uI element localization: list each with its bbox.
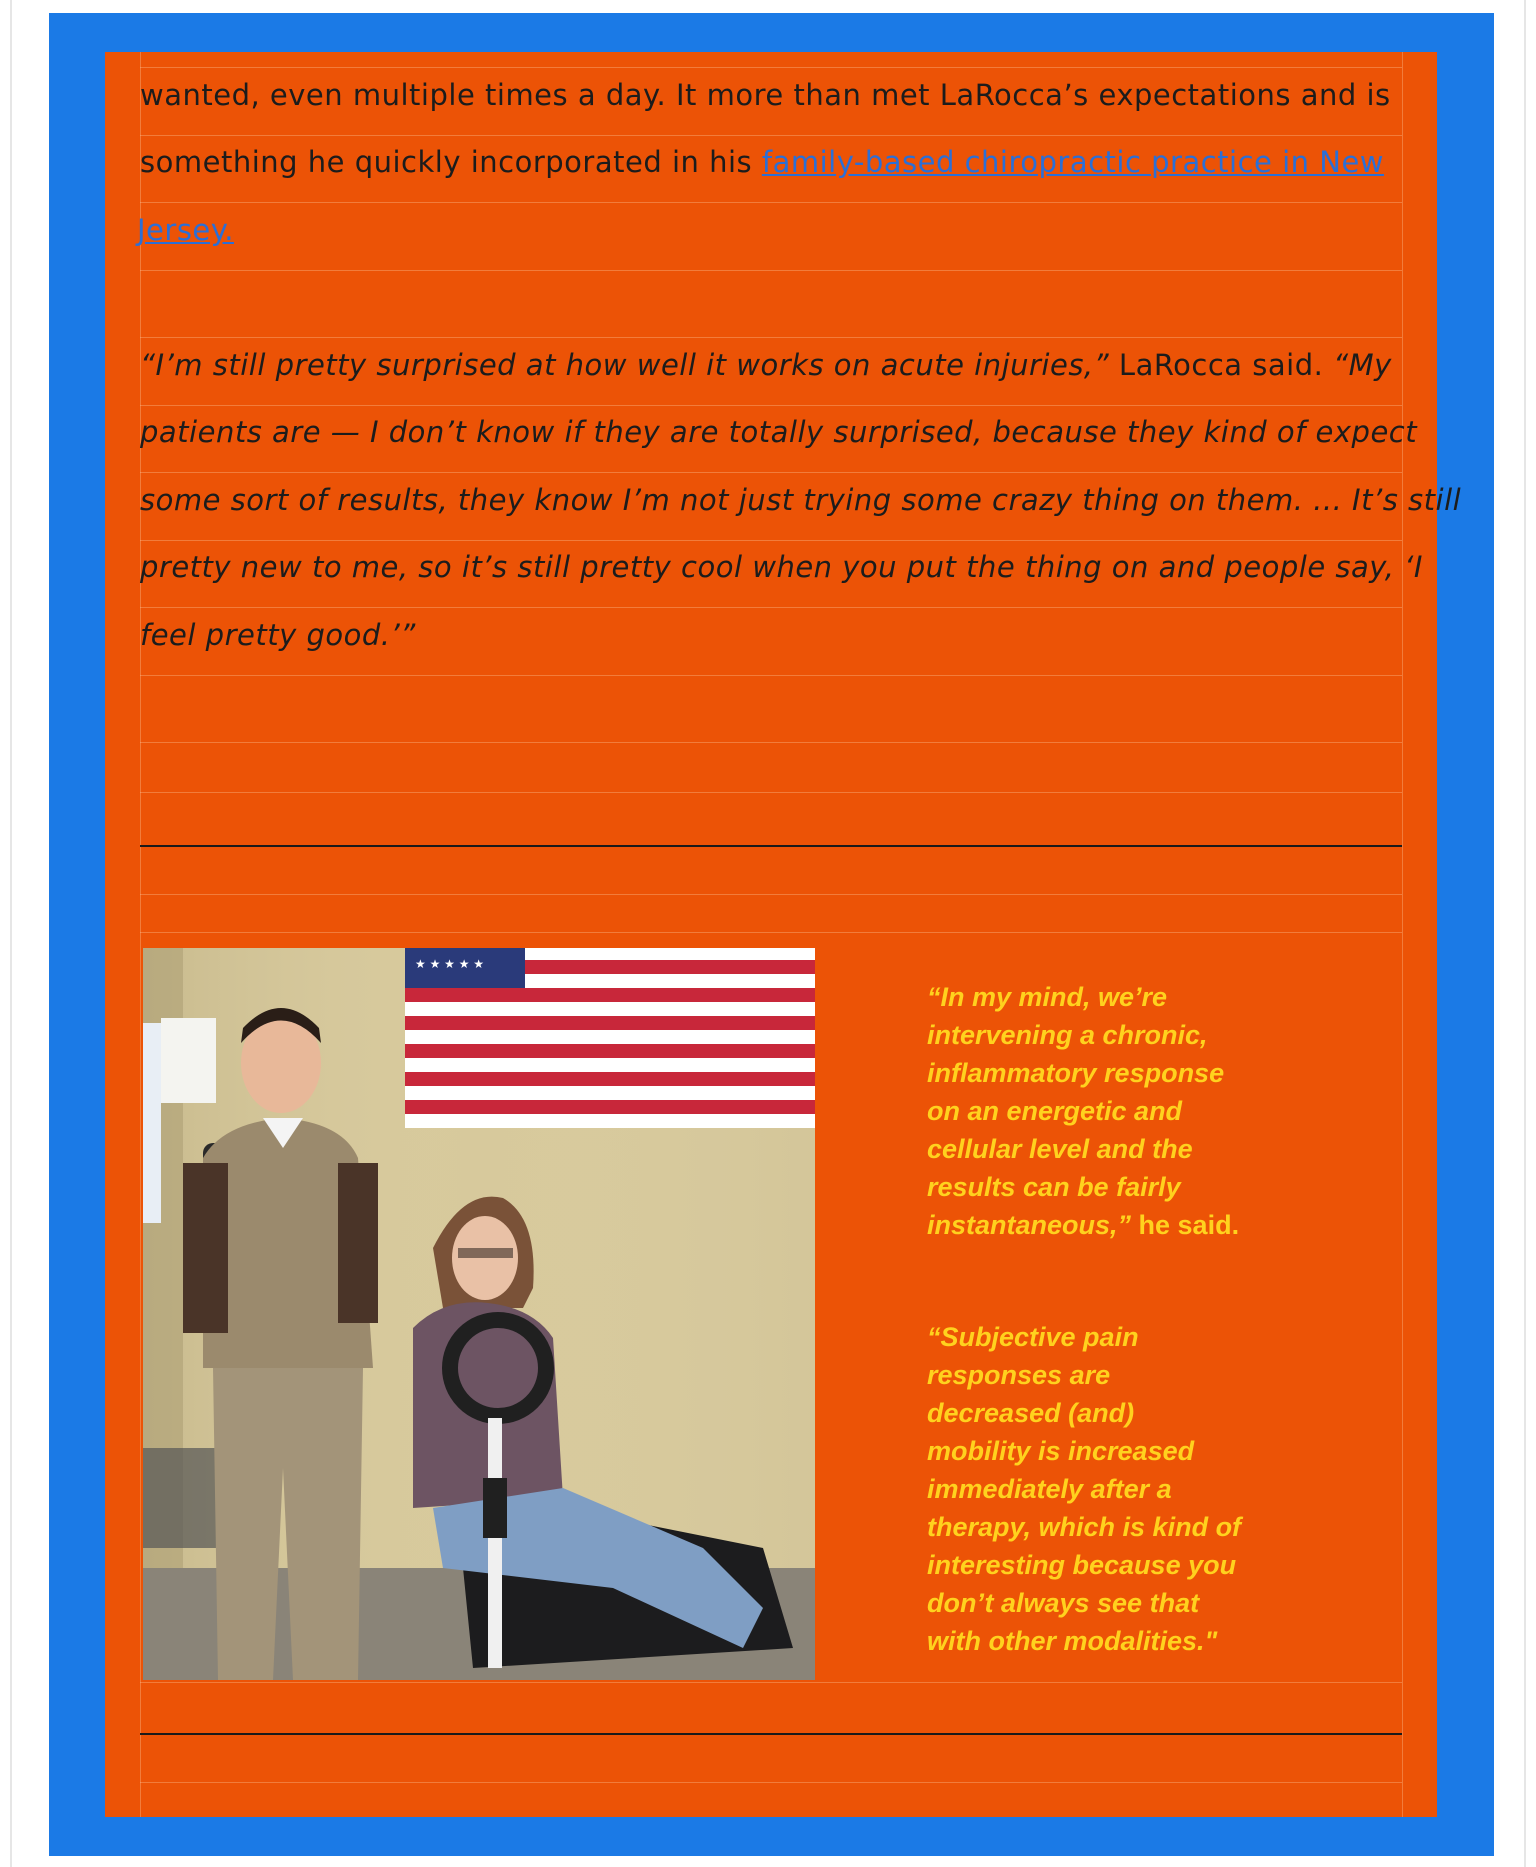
quote-line: “In my mind, we’re [927, 982, 1168, 1012]
body-line: wanted, even multiple times a day. It more than met LaRocca’s expectations and is [140, 78, 1391, 112]
body-text: something he quickly incorporated in his [140, 145, 762, 179]
document-page [105, 52, 1462, 1817]
quote-line: feel pretty good.’” [140, 618, 416, 652]
guide-line [140, 1782, 1402, 1783]
quote-line: some sort of results, they know I’m not just trying some crazy thing on them. ... It’s still [140, 483, 1462, 517]
photo-doctor-and-patient [143, 948, 815, 1680]
guide-line [140, 270, 1402, 271]
quote-line: interesting because you [927, 1550, 1237, 1580]
horizontal-rule [140, 1733, 1402, 1735]
quote-line: “Subjective pain [927, 1322, 1139, 1352]
quote-line: results can be fairly [927, 1172, 1181, 1202]
svg-text:★ ★ ★ ★ ★: ★ ★ ★ ★ ★ [415, 957, 485, 971]
guide-line [140, 67, 1402, 68]
quote-text: “I’m still pretty surprised at how well it works on acute injuries,” [140, 348, 1110, 382]
quote-line: mobility is increased [927, 1436, 1195, 1466]
guide-line [140, 607, 1402, 608]
quote-line [927, 1206, 1347, 1244]
sidebar-quote-1 [927, 978, 1347, 1244]
quote-text: instantaneous,” [927, 1210, 1132, 1240]
guide-line [140, 337, 1402, 338]
quote-line: intervening a chronic, [927, 1020, 1208, 1050]
quote-line: decreased (and) [927, 1398, 1135, 1428]
practice-link[interactable]: family-based chiropractic practice in New [761, 145, 1385, 179]
guide-line [140, 894, 1402, 895]
guide-line [140, 675, 1402, 676]
quote-line: responses are [927, 1360, 1111, 1390]
quote-line: don’t always see that [927, 1588, 1200, 1618]
guide-line [140, 932, 1402, 933]
guide-line [140, 1682, 1402, 1683]
quote-text: “My [1333, 348, 1392, 382]
sidebar-quote-2 [927, 1318, 1347, 1660]
guide-line [140, 472, 1402, 473]
attribution-text: he said. [1131, 1210, 1240, 1240]
quote-line: on an energetic and [927, 1096, 1183, 1126]
quote-line: immediately after a [927, 1474, 1172, 1504]
quote-line: inflammatory response [927, 1058, 1225, 1088]
page-edge-left [10, 0, 12, 1867]
document-frame [49, 13, 1494, 1856]
photo-illustration [143, 948, 815, 1680]
guide-line [140, 792, 1402, 793]
attribution-text: LaRocca said. [1109, 348, 1334, 382]
quote-line: pretty new to me, so it’s still pretty cool when you put the thing on and people say, ‘I [140, 550, 1423, 584]
flag-image [405, 948, 815, 1128]
guide-line [140, 405, 1402, 406]
quote-line [140, 345, 1402, 385]
guide-line [140, 135, 1402, 136]
quote-line: with other modalities." [927, 1626, 1218, 1656]
guide-line [140, 742, 1402, 743]
body-line [140, 142, 1402, 182]
quote-line: therapy, which is kind of [927, 1512, 1242, 1542]
quote-line: cellular level and the [927, 1134, 1193, 1164]
guide-line [140, 52, 141, 1817]
guide-line [140, 540, 1402, 541]
quote-line: patients are — I don’t know if they are totally surprised, because they kind of expect [140, 415, 1418, 449]
body-line [137, 210, 1399, 250]
horizontal-rule [140, 845, 1402, 847]
practice-link-continued[interactable]: Jersey. [137, 213, 235, 247]
page-edge-right [1524, 0, 1526, 1867]
guide-line [1402, 52, 1403, 1817]
guide-line [140, 202, 1402, 203]
